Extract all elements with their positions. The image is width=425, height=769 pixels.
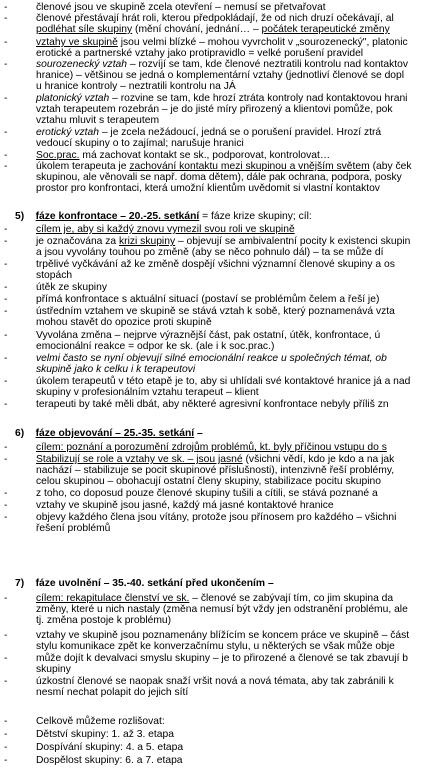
summary-item: Dospělost skupiny: 6. a 7. etapa: [36, 755, 183, 766]
bullet-dash: -: [4, 353, 8, 364]
bullet-dash: -: [4, 236, 8, 247]
list-item-continuation: erotické a partnerské vztahy jako protipravidlo = velké porušení pravidel: [36, 48, 364, 59]
bullet-dash: -: [4, 259, 8, 270]
list-item-continuation: emocionální reakce = odpor ke sk. (ale i k soc.prac.): [36, 341, 275, 352]
summary-title: Celkově můžeme rozlišovat:: [36, 716, 165, 727]
bullet-dash: -: [4, 442, 8, 453]
summary-item: Dospívání skupiny: 4. a 5. etapa: [36, 742, 184, 753]
list-item-continuation: celou skupinou – obohacují ostatní členy skupiny, stabilizace pocitu skupino: [36, 476, 381, 487]
list-item-continuation: skupině jako k celku i k terapeutovi: [36, 364, 196, 375]
bullet-dash: -: [4, 742, 8, 753]
list-item: útěk ze skupiny: [36, 282, 107, 293]
list-item-continuation: skupiny: [36, 664, 71, 675]
bullet-dash: -: [4, 2, 8, 13]
bullet-dash: -: [4, 306, 8, 317]
list-item: cílem je, aby si každý znovu vymezil svou roli ve skupině: [36, 224, 295, 235]
section-heading: 7) fáze uvolnění – 35.-40. setkání před ukončením –: [15, 578, 274, 589]
bullet-dash: -: [4, 127, 8, 138]
list-item: z toho, co doposud pouze členové skupiny tušili a cítili, se stává poznané a: [36, 488, 378, 499]
list-item: cílem: rekapitulace členství ve sk. – členové se zabývají tím, co jim skupina da: [36, 593, 394, 604]
list-item: vztahy ve skupině jsou jasné, každý má jasné kontaktové hranice: [36, 500, 334, 511]
bullet-dash: -: [4, 630, 8, 641]
bullet-dash: -: [4, 376, 8, 387]
section-heading: 6) fáze objevování – 25.-35. setkání –: [15, 428, 203, 439]
bullet-dash: -: [4, 755, 8, 766]
list-item: platonický vztah – rozvine se tam, kde hrozí ztráta kontroly nad kontaktovou hrani: [36, 93, 408, 104]
list-item-continuation: stopách: [36, 270, 73, 281]
list-item: úzkostní členové se naopak snaží vršit nová a nová témata, aby tak zabránili k: [36, 676, 394, 687]
bullet-dash: -: [4, 224, 8, 235]
list-item-continuation: prostor pro konfrontaci, která umožní klientům uvědomit si vlastní kontaktov: [36, 183, 380, 194]
section-heading: 5) fáze konfrontace – 20.-25. setkání = fáze krize skupiny; cíl:: [15, 211, 312, 222]
list-item: je označována za krizi skupiny – objevují se ambivalentní pocity k existenci skupin: [36, 236, 411, 247]
list-item-continuation: vedoucí skupiny o to zajímal; narušuje hranici: [36, 138, 244, 149]
bullet-dash: -: [4, 500, 8, 511]
bullet-dash: -: [4, 676, 8, 687]
bullet-dash: -: [4, 454, 8, 465]
bullet-dash: -: [4, 13, 8, 24]
bullet-dash: -: [4, 161, 8, 172]
list-item-continuation: u hranice kontroly – neztratili kontrolu na JÁ: [36, 81, 236, 92]
summary-item: Dětství skupiny: 1. až 3. etapa: [36, 729, 174, 740]
bullet-dash: -: [4, 93, 8, 104]
list-item-continuation: stylu komunikace zpět ke konverzačnímu stylu, u některých se však může obje: [36, 641, 395, 652]
bullet-dash: -: [4, 282, 8, 293]
list-item: cílem: poznání a porozumění zdrojům problémů, kt. byly příčinou vstupu do s: [36, 442, 387, 453]
list-item-continuation: hranice) – většinou se jedná o komplementární vztahy (jednotliví členové se dopl: [36, 70, 405, 81]
list-item-continuation: nachází – stabilizuje se pocit skupinové příslušnosti), intenzivně řeší problémy,: [36, 465, 395, 476]
list-item-continuation: změny, které u nich nastaly (změna nemusí být vždy jen odstranění problému, ale: [36, 604, 408, 615]
list-item-continuation: nesmí nechat polapit do jejich sítí: [36, 687, 189, 698]
list-item-continuation: tj. změna postoje k problému): [36, 615, 172, 626]
bullet-dash: -: [4, 653, 8, 664]
list-item-continuation: skupinou, ale věnovali se např. doma dětem), dále pak ochrana, podpora, posky: [36, 172, 402, 183]
bullet-dash: -: [4, 399, 8, 410]
bullet-dash: -: [4, 716, 8, 727]
list-item: členové jsou ve skupině zcela otevření – nemusí se přetvařovat: [36, 2, 326, 13]
list-item: objevy každého člena jsou vítány, protože jsou přínosem pro každého – všichni: [36, 512, 397, 523]
list-item: vztahy ve skupině jsou poznamenány blížícím se koncem práce ve skupině – část: [36, 630, 410, 641]
list-item: Soc.prac. má zachovat kontakt se sk., podporovat, kontrolovat…: [36, 150, 331, 161]
list-item: terapeuti by také měli dbát, aby některé agresivní konfrontace nebyly příliš zn: [36, 399, 389, 410]
bullet-dash: -: [4, 729, 8, 740]
list-item: Stabilizují se role a vztahy ve sk. – jsou jasné (všichni vědí, kdo je kdo a na jak: [36, 454, 395, 465]
list-item-continuation: skupiny v profesionálním vztahu terapeut – klient: [36, 387, 259, 398]
list-item-continuation: řešení problémů: [36, 523, 111, 534]
list-item: může dojít k devalvaci smyslu skupiny – je to přirozené a členové se tak zbavují b: [36, 653, 409, 664]
list-item: ústředním vztahem ve skupině se stává vztah k sobě, který poznamenává vzta: [36, 306, 395, 317]
bullet-dash: -: [4, 294, 8, 305]
bullet-dash: -: [4, 488, 8, 499]
list-item-continuation: vztah terapeutem rozebrán – je do jisté míry přirozený a klientovi pomůže, pok: [36, 104, 393, 115]
list-item: trpělivé vyčkávání až ke změně dospějí všichni významní členové skupiny a os: [36, 259, 395, 270]
list-item: velmi často se nyní objevují silné emocionální reakce u společných témat, ob: [36, 353, 387, 364]
bullet-dash: -: [4, 512, 8, 523]
list-item-continuation: vztahu mluvit s terapeutem: [36, 115, 160, 126]
bullet-dash: -: [4, 59, 8, 70]
list-item: Vyvolána změna – nejprve výraznější část, pak ostatní, útěk, konfrontace, ú: [36, 330, 381, 341]
bullet-dash: -: [4, 150, 8, 161]
list-item: členové přestávají hrát roli, kterou předpokládají, že od nich druzí očekávají, al: [36, 13, 394, 24]
list-item-continuation: podléhat síle skupiny (mění chování, jednání… – počátek terapeutické změny: [36, 24, 390, 35]
list-item: přímá konfrontace s aktuální situací (postaví se problémům čelem a řeší je): [36, 294, 380, 305]
list-item: vztahy ve skupině jsou velmi blízké – mohou vyvrcholit v „sourozenecký", platonic: [36, 37, 408, 48]
list-item: úkolem terapeutů v této etapě je to, aby si uhlídali své kontaktové hranice já a nad: [36, 376, 411, 387]
list-item: sourozenecký vztah – rozvíjí se tam, kde členové neztratili kontrolu nad kontaktov: [36, 59, 409, 70]
bullet-dash: -: [4, 37, 8, 48]
list-item-continuation: a jsou vyvolány touhou po změně (aby se něco pohnulo dál) – ta se může dí: [36, 247, 384, 258]
bullet-dash: -: [4, 330, 8, 341]
list-item: úkolem terapeuta je zachování kontaktu mezi skupinou a vnějším světem (aby ček: [36, 161, 412, 172]
list-item-continuation: mohou stavět do opozice proti skupině: [36, 317, 212, 328]
bullet-dash: -: [4, 593, 8, 604]
list-item: erotický vztah – je zcela nežádoucí, jedná se o porušení pravidel. Hrozí ztrá: [36, 127, 382, 138]
